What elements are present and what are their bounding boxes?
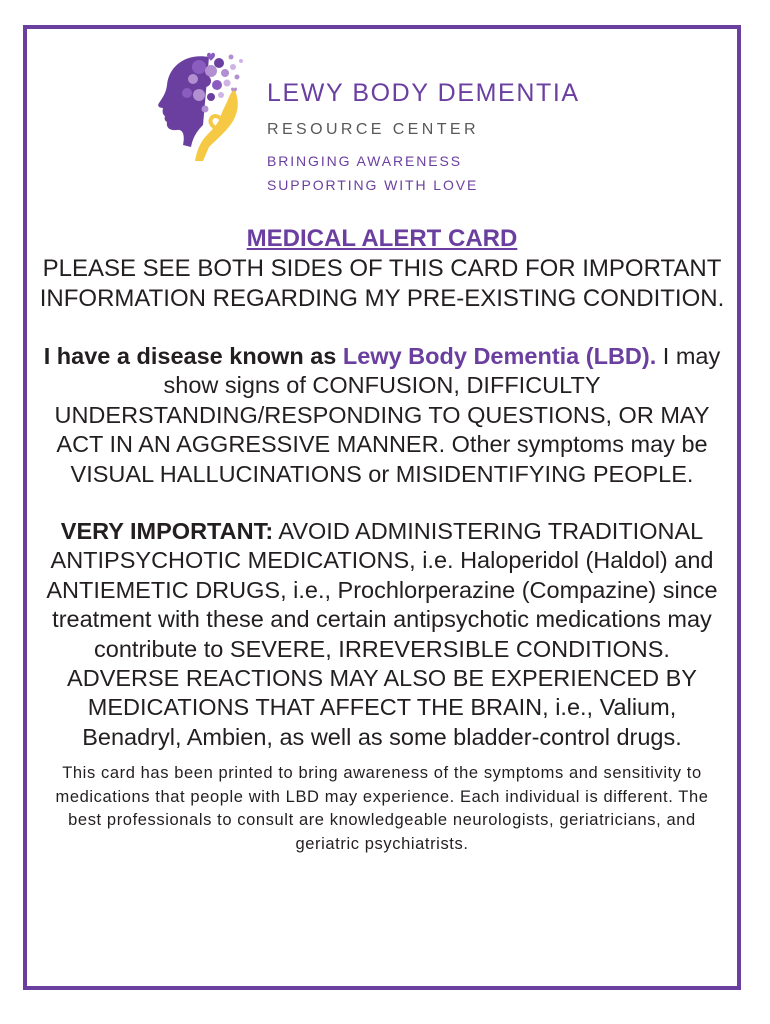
card-content (37, 224, 727, 856)
brand-subtitle: RESOURCE CENTER (267, 121, 479, 138)
head-profile-with-hand-icon (147, 49, 247, 164)
brand-title: LEWY BODY DEMENTIA (267, 79, 580, 107)
warning-label: VERY IMPORTANT: (60, 518, 274, 545)
brand-tagline-1: BRINGING AWARENESS (267, 153, 462, 169)
alert-intro: PLEASE SEE BOTH SIDES OF THIS CARD FOR IMPORTANT INFORMATION REGARDING MY PRE-EXISTING CONDITION. (39, 255, 725, 312)
disease-body: I may show signs of CONFUSION, DIFFICULTY UNDERSTANDING/RESPONDING TO QUESTIONS, OR MAY ACT IN AN AGGRESSIVE MANNER. Other symptoms may be VISUAL HALLUCINATIONS or MISIDENTIFYING PEOPLE. (54, 343, 721, 487)
warning-paragraph (37, 517, 727, 752)
disease-paragraph (37, 342, 727, 489)
medical-alert-card (23, 25, 741, 990)
disease-lead: I have a disease known as (43, 343, 343, 369)
warning-body: AVOID ADMINISTERING TRADITIONAL ANTIPSYCHOTIC MEDICATIONS, i.e. Haloperidol (Haldol) and ANTIEMETIC DRUGS, i.e., Prochlorperazine (Compazine) since treatment with these and certain antipsychotic medications may contribute to SEVERE, IRREVERSIBLE CONDITIONS. ADVERSE REACTIONS MAY ALSO BE EXPERIENCED BY MEDICATIONS THAT AFFECT THE BRAIN, i.e., Valium, Benadryl, Ambien, as well as some bladder-control drugs. (46, 518, 718, 750)
alert-title: MEDICAL ALERT CARD (246, 225, 518, 252)
disease-name: Lewy Body Dementia (LBD). (342, 343, 657, 369)
footer-note: This card has been printed to bring awareness of the symptoms and sensitivity to medications that people with LBD may experience. Each individual is different. The best professionals to consult are knowledgeable neurologists, geriatricians, and geriatric psychiatrists. (55, 764, 709, 853)
brand-tagline-2: SUPPORTING WITH LOVE (267, 177, 479, 193)
